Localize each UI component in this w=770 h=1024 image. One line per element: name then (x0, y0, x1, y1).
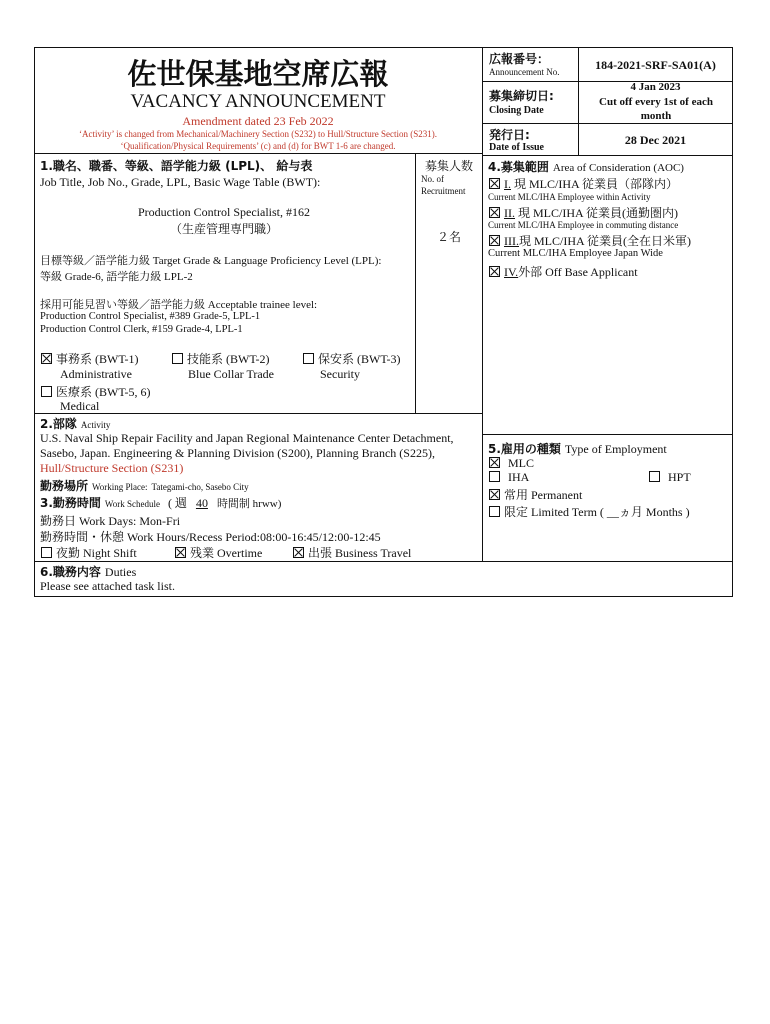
bwt3-checkbox[interactable] (303, 353, 314, 364)
aoc-i-sub: Current MLC/IHA Employee within Activity (488, 192, 651, 202)
emp-limited-option[interactable]: 限定 Limited Term ( __ヵ月 Months ) (489, 503, 690, 520)
activity-line1: U.S. Naval Ship Repair Facility and Japan Regional Maintenance Center Detachment, (40, 431, 454, 445)
duties-text: Please see attached task list. (40, 579, 175, 593)
issue-label-jp: 発行日: (489, 128, 530, 142)
emp-mlc-option[interactable]: MLC (489, 456, 534, 471)
announcement-label-en: Announcement No. (489, 67, 560, 77)
aoc-ii-sub: Current MLC/IHA Employee in commuting distance (488, 220, 679, 230)
divider-recruit (415, 153, 416, 413)
position-title-jp: （生産管理専門職） (169, 222, 278, 236)
night-shift-checkbox[interactable] (41, 547, 52, 558)
bwt3-label-jp: 保安系 (BWT-3) (318, 352, 401, 366)
sec1-heading: 1.職名、職番、等級、語学能力級 (LPL)、 給与表 (40, 159, 313, 173)
emp-permanent-option[interactable]: 常用 Permanent (489, 486, 582, 503)
sec2-heading: 2.部隊 Activity (40, 417, 111, 431)
sec1-subheading: Job Title, Job No., Grade, LPL, Basic Wage Table (BWT): (40, 175, 321, 189)
title-japanese: 佐世保基地空席広報 (127, 57, 389, 91)
activity-line2: Sasebo, Japan. Engineering & Planning Division (S200), Planning Branch (S225), (40, 446, 435, 460)
outer-top (34, 47, 733, 48)
divider-vertical-main (482, 47, 483, 562)
amendment-date: Amendment dated 23 Feb 2022 (182, 114, 334, 128)
target-grade-line2: 等級 Grade-6, 語学能力級 LPL-2 (40, 271, 193, 283)
overtime-option[interactable]: 残業 Overtime (175, 544, 262, 561)
overtime-checkbox[interactable] (175, 547, 186, 558)
bwt2-checkbox[interactable] (172, 353, 183, 364)
emp-hpt-option[interactable]: HPT (649, 470, 691, 485)
outer-right (732, 47, 733, 597)
bwt56-option[interactable] (41, 383, 151, 400)
weekly-hours-value: 40 (195, 496, 208, 510)
aoc-ii-checkbox[interactable] (489, 207, 500, 218)
aoc-iv-option[interactable]: IV.外部 Off Base Applicant (489, 263, 638, 280)
recruit-count: ２名 (436, 230, 461, 244)
recruit-label-jp: 募集人数 (424, 159, 473, 173)
emp-permanent-checkbox[interactable] (489, 489, 500, 500)
sec4-heading: 4.募集範囲 Area of Consideration (AOC) (488, 160, 684, 174)
bwt1-checkbox[interactable] (41, 353, 52, 364)
bwt56-label-en: Medical (60, 399, 100, 413)
aoc-iv-checkbox[interactable] (489, 266, 500, 277)
work-hours: 勤務時間・休憩 Work Hours/Recess Period:08:00-16:45/12:00-12:45 (40, 530, 381, 544)
recruit-label-en1: No. of (421, 174, 444, 184)
target-grade-line1: 目標等級／語学能力級 Target Grade & Language Proficiency Level (LPL): (40, 255, 382, 267)
emp-iha-option[interactable]: IHA (489, 470, 529, 485)
aoc-ii-option[interactable]: II. 現 MLC/IHA 従業員(通勤圏内) (489, 204, 678, 221)
announcement-number: 184-2021-SRF-SA01(A) (595, 58, 716, 72)
recruit-label-en2: Recruitment (421, 186, 466, 196)
amendment-note-2: ‘Qualification/Physical Requirements’ (c) and (d) for BWT 1-6 are changed. (120, 141, 396, 151)
bwt2-label-jp: 技能系 (BWT-2) (187, 352, 270, 366)
divider-info-3 (482, 155, 733, 156)
travel-checkbox[interactable] (293, 547, 304, 558)
trainee-item-1: Production Control Specialist, #389 Grade-5, LPL-1 (40, 311, 261, 322)
bwt1-label-jp: 事務系 (BWT-1) (56, 352, 139, 366)
sec6-heading: 6.職務内容 Duties (40, 565, 137, 579)
bwt3-label-en: Security (320, 367, 360, 381)
divider-sec6 (34, 561, 733, 562)
closing-note: Cut off every 1st of each month (599, 96, 713, 122)
issue-label-en: Date of Issue (489, 142, 544, 153)
emp-limited-checkbox[interactable] (489, 506, 500, 517)
closing-label-en: Closing Date (489, 105, 544, 116)
night-shift-option[interactable]: 夜勤 Night Shift (41, 544, 137, 561)
outer-bottom (34, 596, 733, 597)
sec3-heading: 3.勤務時間 Work Schedule ( 週40時間制 hrww) (40, 496, 282, 510)
divider-sec2 (34, 413, 483, 414)
emp-mlc-checkbox[interactable] (489, 457, 500, 468)
activity-line3: Hull/Structure Section (S231) (40, 461, 184, 475)
title-english: VACANCY ANNOUNCEMENT (130, 91, 386, 112)
trainee-heading: 採用可能見習い等級／語学能力級 Acceptable trainee level: (40, 299, 318, 311)
work-days: 勤務日 Work Days: Mon-Fri (40, 514, 181, 528)
bwt2-label-en: Blue Collar Trade (188, 367, 274, 381)
position-title-en: Production Control Specialist, #162 (138, 205, 310, 219)
aoc-i-checkbox[interactable] (489, 178, 500, 189)
announcement-label-jp: 広報番号： (489, 52, 550, 66)
divider-info-2 (482, 123, 733, 124)
emp-iha-checkbox[interactable] (489, 471, 500, 482)
aoc-iii-checkbox[interactable] (489, 235, 500, 246)
bwt1-option[interactable] (41, 350, 139, 367)
bwt3-option[interactable] (303, 350, 401, 367)
working-place: 勤務場所 Working Place: Tategami-cho, Sasebo City (40, 479, 249, 493)
bwt1-label-en: Administrative (60, 367, 132, 381)
travel-option[interactable]: 出張 Business Travel (293, 544, 411, 561)
closing-date: 4 Jan 2023 (630, 81, 681, 93)
trainee-item-2: Production Control Clerk, #159 Grade-4, LPL-1 (40, 324, 243, 335)
issue-date: 28 Dec 2021 (624, 133, 687, 147)
aoc-iii-sub: Current MLC/IHA Employee Japan Wide (488, 248, 663, 259)
aoc-i-option[interactable]: I. 現 MLC/IHA 従業員（部隊内） (489, 175, 678, 192)
amendment-note-1: ‘Activity’ is changed from Mechanical/Machinery Section (S232) to Hull/Structure Section (S231). (79, 129, 437, 139)
closing-label-jp: 募集締切日: (489, 89, 554, 103)
bwt56-checkbox[interactable] (41, 386, 52, 397)
aoc-iii-option[interactable]: III.現 MLC/IHA 従業員(全在日米軍) (489, 232, 691, 249)
emp-hpt-checkbox[interactable] (649, 471, 660, 482)
divider-sec4-5 (482, 434, 733, 435)
bwt56-label-jp: 医療系 (BWT-5, 6) (56, 385, 151, 399)
bwt2-option[interactable] (172, 350, 270, 367)
sec5-heading: 5.雇用の種類 Type of Employment (488, 442, 667, 456)
